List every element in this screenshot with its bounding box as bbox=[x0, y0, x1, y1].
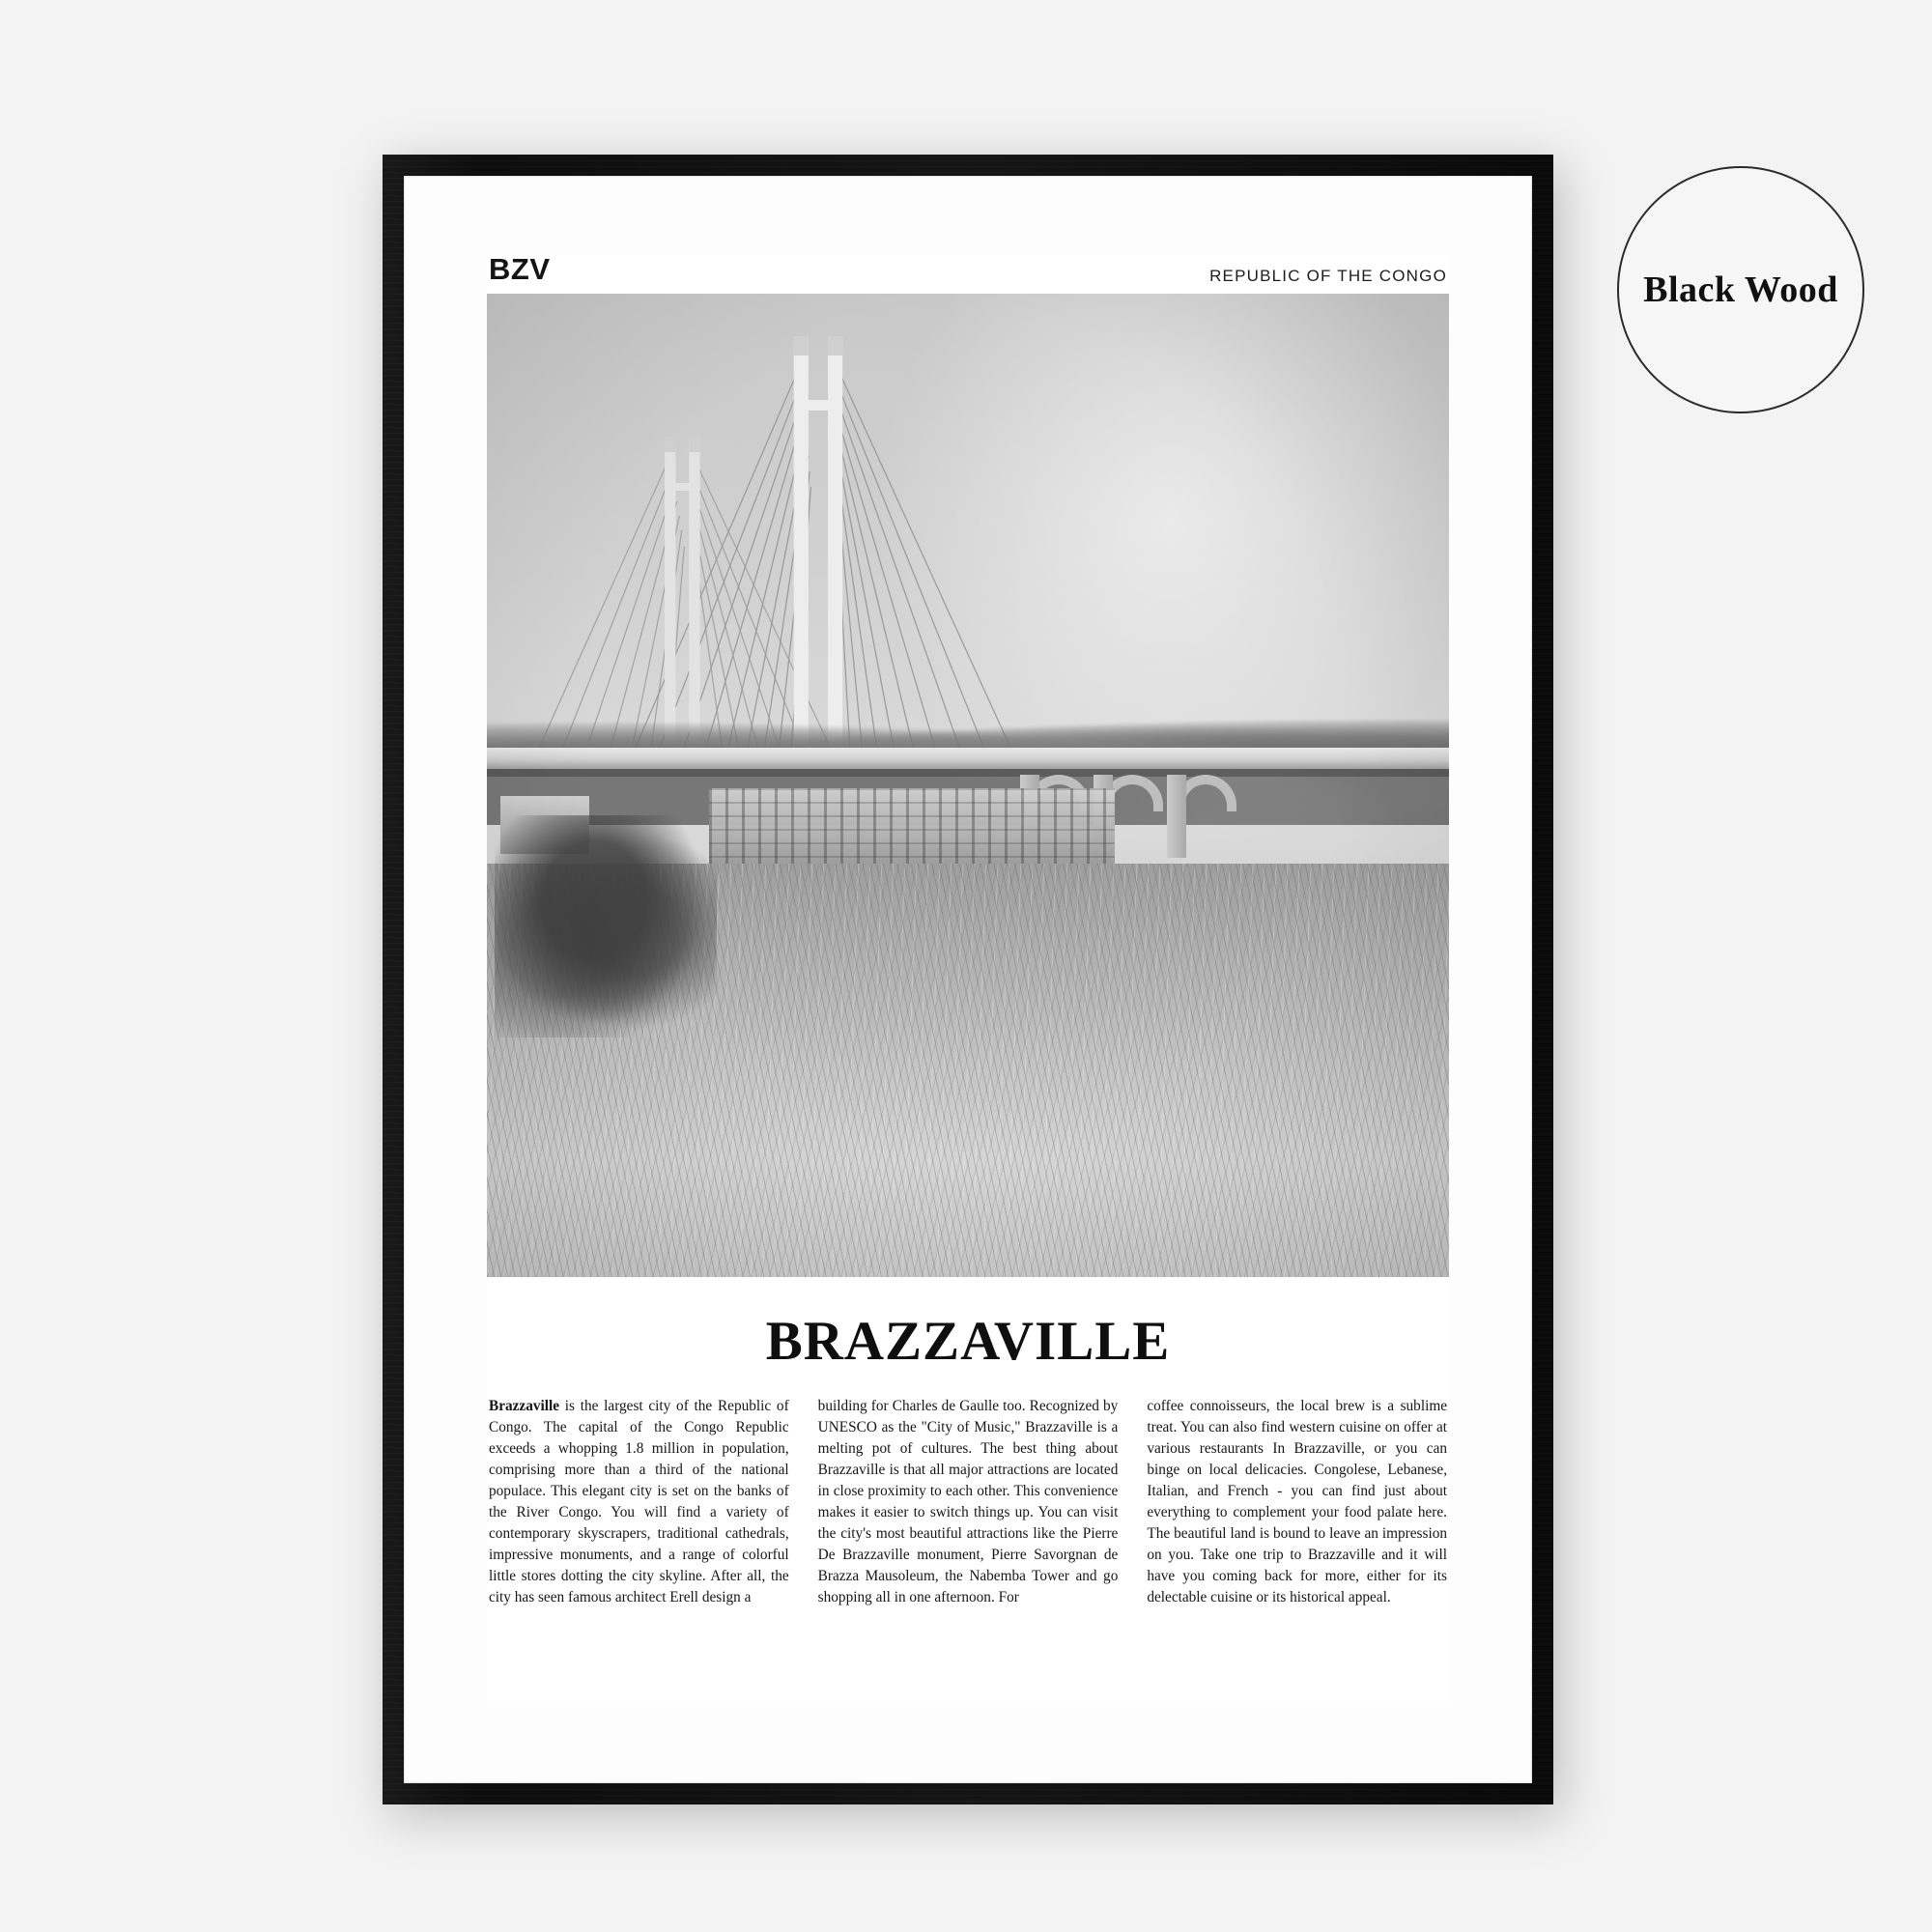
poster-title: BRAZZAVILLE bbox=[765, 1311, 1171, 1372]
poster-column-1-text: is the largest city of the Republic of Congo. The capital of the Congo Republic exceeds a whopping 1.8 million in population, comprising more than a third of the national populace. This elegant city is set on the banks of the River Congo. You will find a variety of contemporary skyscrapers, traditional cathedrals, impressive monuments, and a range of colorful little stores dotting the city skyline. After all, the city has seen famous architect Erell design a bbox=[489, 1398, 789, 1606]
photo-vignette bbox=[487, 294, 1449, 1277]
poster-column-2-text: building for Charles de Gaulle too. Recognized by UNESCO as the "City of Music," Brazzaville is a melting pot of cultures. The best thing about Brazzaville is that all major attractions are located in close proximity to each other. This convenience makes it easier to switch things up. You can visit the city's most beautiful attractions like the Pierre De Brazzaville monument, Pierre Savorgnan de Brazza Mausoleum, the Nabemba Tower and go shopping all in one afternoon. For bbox=[817, 1398, 1119, 1606]
poster-airport-code: BZV bbox=[489, 252, 551, 286]
poster-photo bbox=[487, 294, 1449, 1277]
poster-column-2 bbox=[818, 1396, 1119, 1608]
poster-country-label: REPUBLIC OF THE CONGO bbox=[1209, 267, 1447, 285]
poster-column-3-text: coffee connoisseurs, the local brew is a sublime treat. You can also find western cuisine on offer at various restaurants In Brazzaville, or you can binge on local delicacies. Congolese, Lebanese, Italian, and French - you can find just about everything to complement your food palate here. The beautiful land is bound to leave an impression on you. Take one trip to Brazzaville and it will have you coming back for more, either for its delectable cuisine or its historical appeal. bbox=[1147, 1398, 1448, 1606]
picture-frame bbox=[383, 155, 1553, 1804]
poster-column-3 bbox=[1147, 1396, 1447, 1608]
poster-header bbox=[487, 253, 1449, 294]
poster-body bbox=[487, 1396, 1449, 1608]
frame-material-badge bbox=[1617, 166, 1864, 413]
poster bbox=[487, 253, 1449, 1706]
poster-lead-word: Brazzaville bbox=[489, 1398, 560, 1414]
poster-column-1 bbox=[489, 1396, 789, 1608]
frame-mat bbox=[404, 176, 1532, 1783]
frame-material-label: Black Wood bbox=[1643, 270, 1838, 310]
